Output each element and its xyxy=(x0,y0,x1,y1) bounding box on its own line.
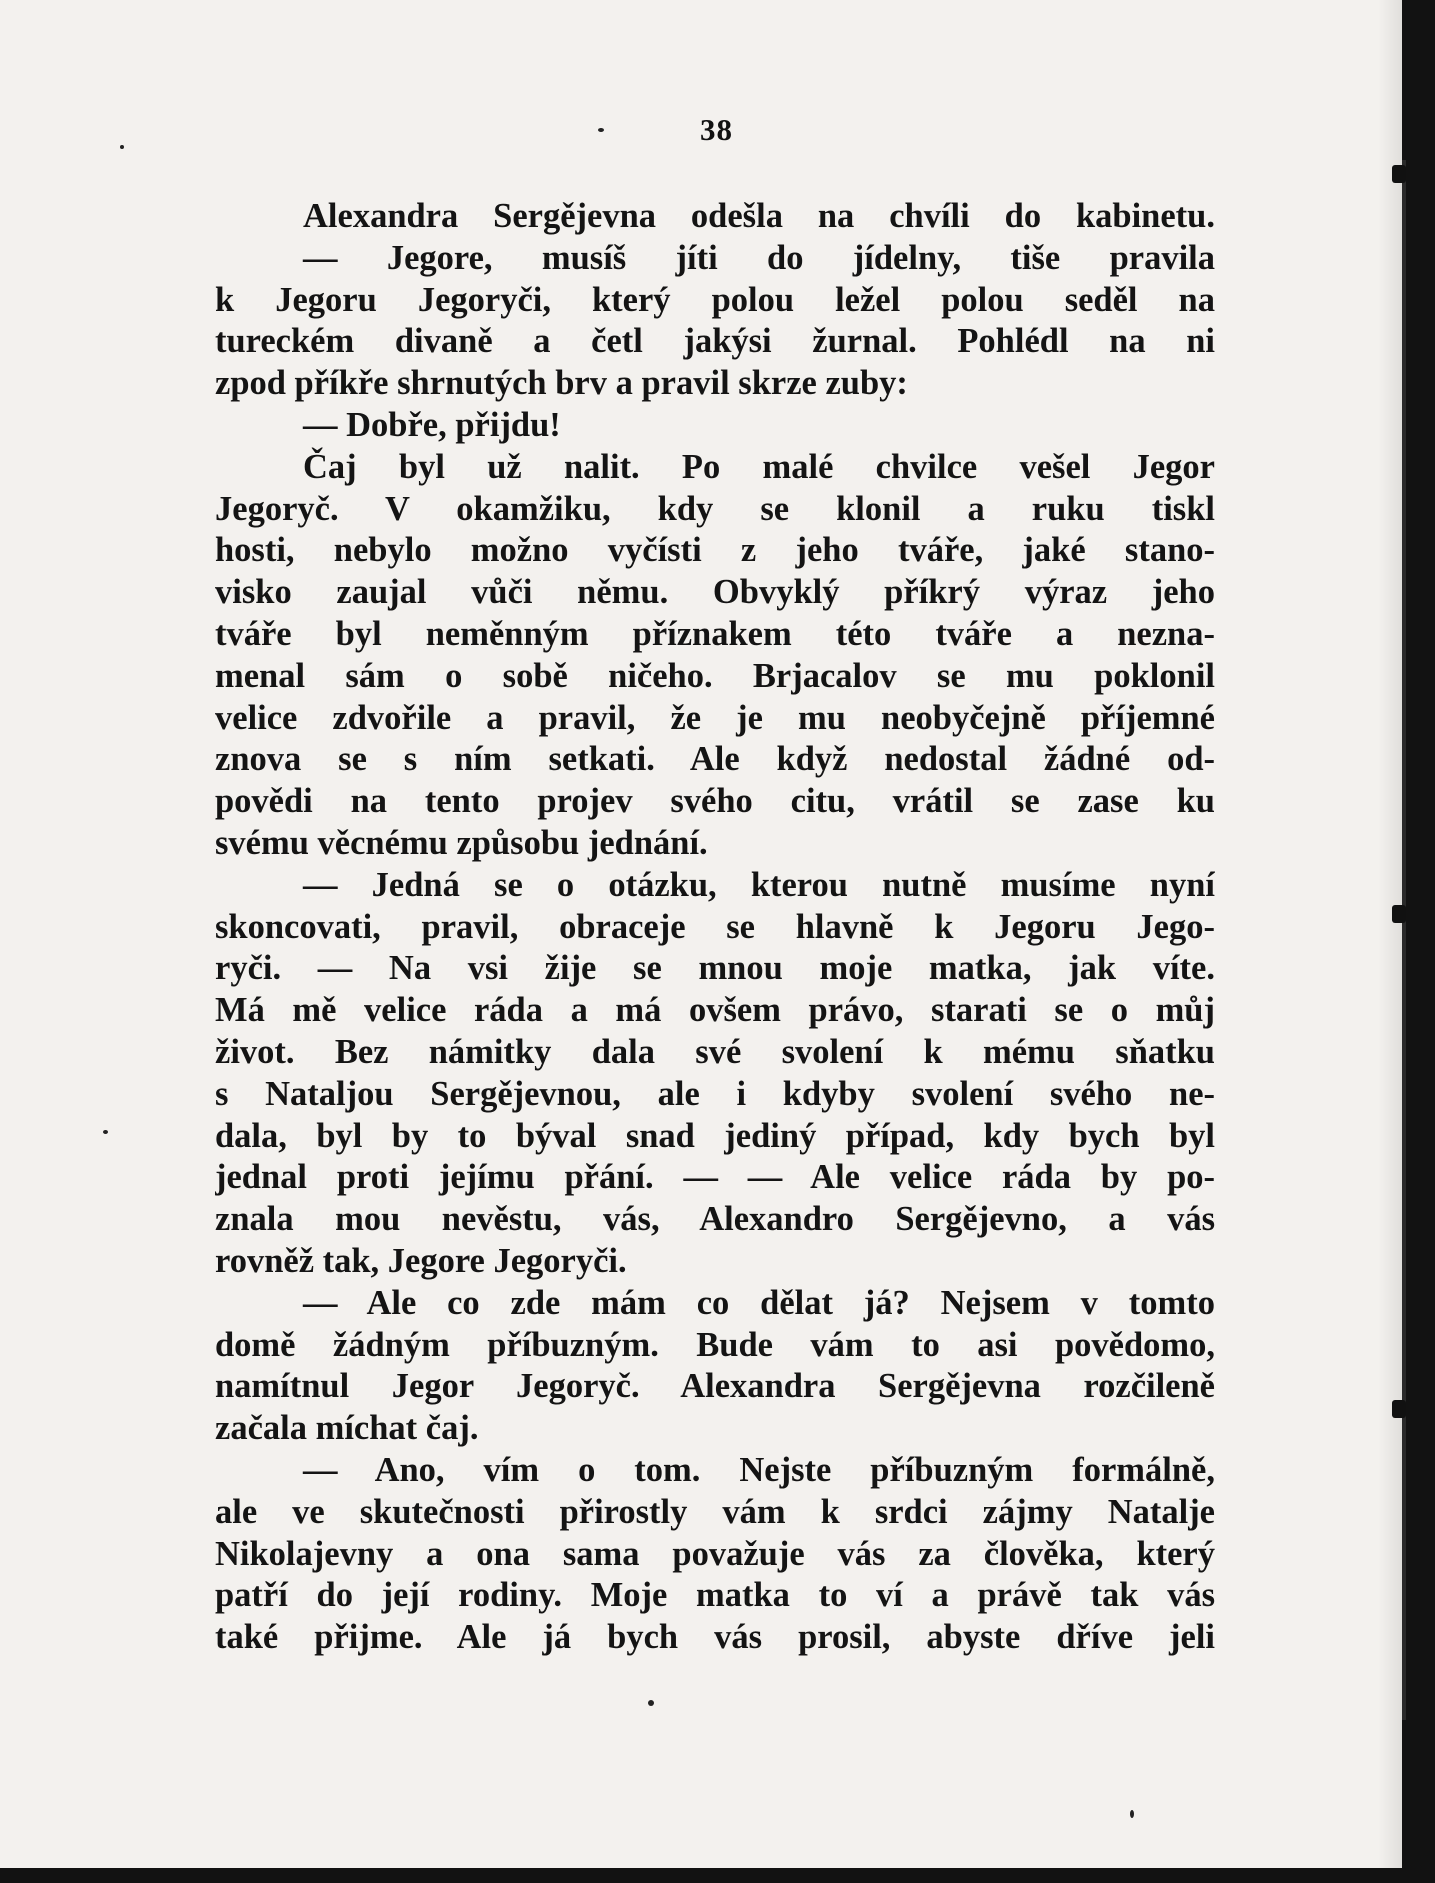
text-line: domě žádným příbuzným. Bude vám to asi povědomo, xyxy=(215,1325,1215,1364)
text-line: menal sám o sobě ničeho. Brjacalov se mu poklonil xyxy=(215,656,1215,695)
text-line: Jegoryč. V okamžiku, kdy se klonil a ruku tiskl xyxy=(215,489,1215,528)
text-line: jednal proti jejímu přání. — — Ale velice ráda by po- xyxy=(215,1158,1215,1197)
text-line: zpod příkře shrnutých brv a pravil skrze zuby: xyxy=(215,364,908,403)
text-line: tureckém divaně a četl jakýsi žurnal. Pohlédl na ni xyxy=(215,322,1215,361)
page-shadow xyxy=(1378,0,1402,1868)
text-line: ale ve skutečnosti přirostly vám k srdci zájmy Natalje xyxy=(215,1492,1215,1531)
speck xyxy=(1130,1810,1134,1818)
text-line: Má mě velice ráda a má ovšem právo, starati se o můj xyxy=(215,991,1215,1030)
binding-stitch xyxy=(1392,905,1406,923)
speck xyxy=(648,1700,654,1706)
text-line: začala míchat čaj. xyxy=(215,1409,479,1448)
text-line: — Jegore, musíš jíti do jídelny, tiše pravila xyxy=(303,238,1215,277)
page-number: 38 xyxy=(700,112,733,147)
scan-border xyxy=(0,1868,1435,1883)
text-line: Čaj byl už nalit. Po malé chvilce vešel Jegor xyxy=(303,447,1215,486)
text-line: znala mou nevěstu, vás, Alexandro Sergějevno, a vás xyxy=(215,1200,1215,1239)
text-line: tváře byl neměnným příznakem této tváře a nezna- xyxy=(215,614,1215,653)
text-line: k Jegoru Jegoryči, který polou ležel polou seděl na xyxy=(215,280,1215,319)
binding-thread xyxy=(1402,160,1406,1720)
body-text xyxy=(215,196,1215,1659)
speck xyxy=(120,145,124,149)
speck xyxy=(103,1130,108,1134)
text-line: hosti, nebylo možno vyčísti z jeho tváře, jaké stano- xyxy=(215,531,1215,570)
text-line: povědi na tento projev svého citu, vrátil se zase ku xyxy=(215,782,1215,821)
text-line: ryči. — Na vsi žije se mnou moje matka, jak víte. xyxy=(215,949,1215,988)
text-line: visko zaujal vůči němu. Obvyklý příkrý výraz jeho xyxy=(215,573,1215,612)
binding-stitch xyxy=(1392,165,1406,183)
text-line: patří do její rodiny. Moje matka to ví a právě tak vás xyxy=(215,1576,1215,1615)
text-line: Alexandra Sergějevna odešla na chvíli do kabinetu. xyxy=(303,197,1215,235)
speck xyxy=(598,128,604,132)
text-line: skoncovati, pravil, obraceje se hlavně k Jegoru Jego- xyxy=(215,907,1215,946)
book-binding xyxy=(1402,0,1435,1883)
text-line: s Nataljou Sergějevnou, ale i kdyby svolení svého ne- xyxy=(215,1074,1215,1113)
text-line: dala, byl by to býval snad jediný případ, kdy bych byl xyxy=(215,1116,1215,1155)
text-line: také přijme. Ale já bych vás prosil, abyste dříve jeli xyxy=(215,1618,1215,1657)
text-line: rovněž tak, Jegore Jegoryči. xyxy=(215,1241,627,1280)
text-line: — Dobře, přijdu! xyxy=(303,405,561,444)
text-line: namítnul Jegor Jegoryč. Alexandra Sergějevna rozčileně xyxy=(215,1367,1215,1406)
text-line: — Ale co zde mám co dělat já? Nejsem v tomto xyxy=(303,1283,1215,1322)
binding-stitch xyxy=(1392,1400,1406,1418)
text-line: znova se s ním setkati. Ale když nedostal žádné od- xyxy=(215,740,1215,779)
text-line: — Jedná se o otázku, kterou nutně musíme nyní xyxy=(303,865,1215,904)
text-line: — Ano, vím o tom. Nejste příbuzným formálně, xyxy=(303,1450,1215,1489)
text-line: velice zdvořile a pravil, že je mu neobyčejně příjemné xyxy=(215,698,1215,737)
text-line: Nikolajevny a ona sama považuje vás za člověka, který xyxy=(215,1534,1215,1573)
text-line: život. Bez námitky dala své svolení k mému sňatku xyxy=(215,1032,1215,1071)
text-line: svému věcnému způsobu jednání. xyxy=(215,823,708,862)
